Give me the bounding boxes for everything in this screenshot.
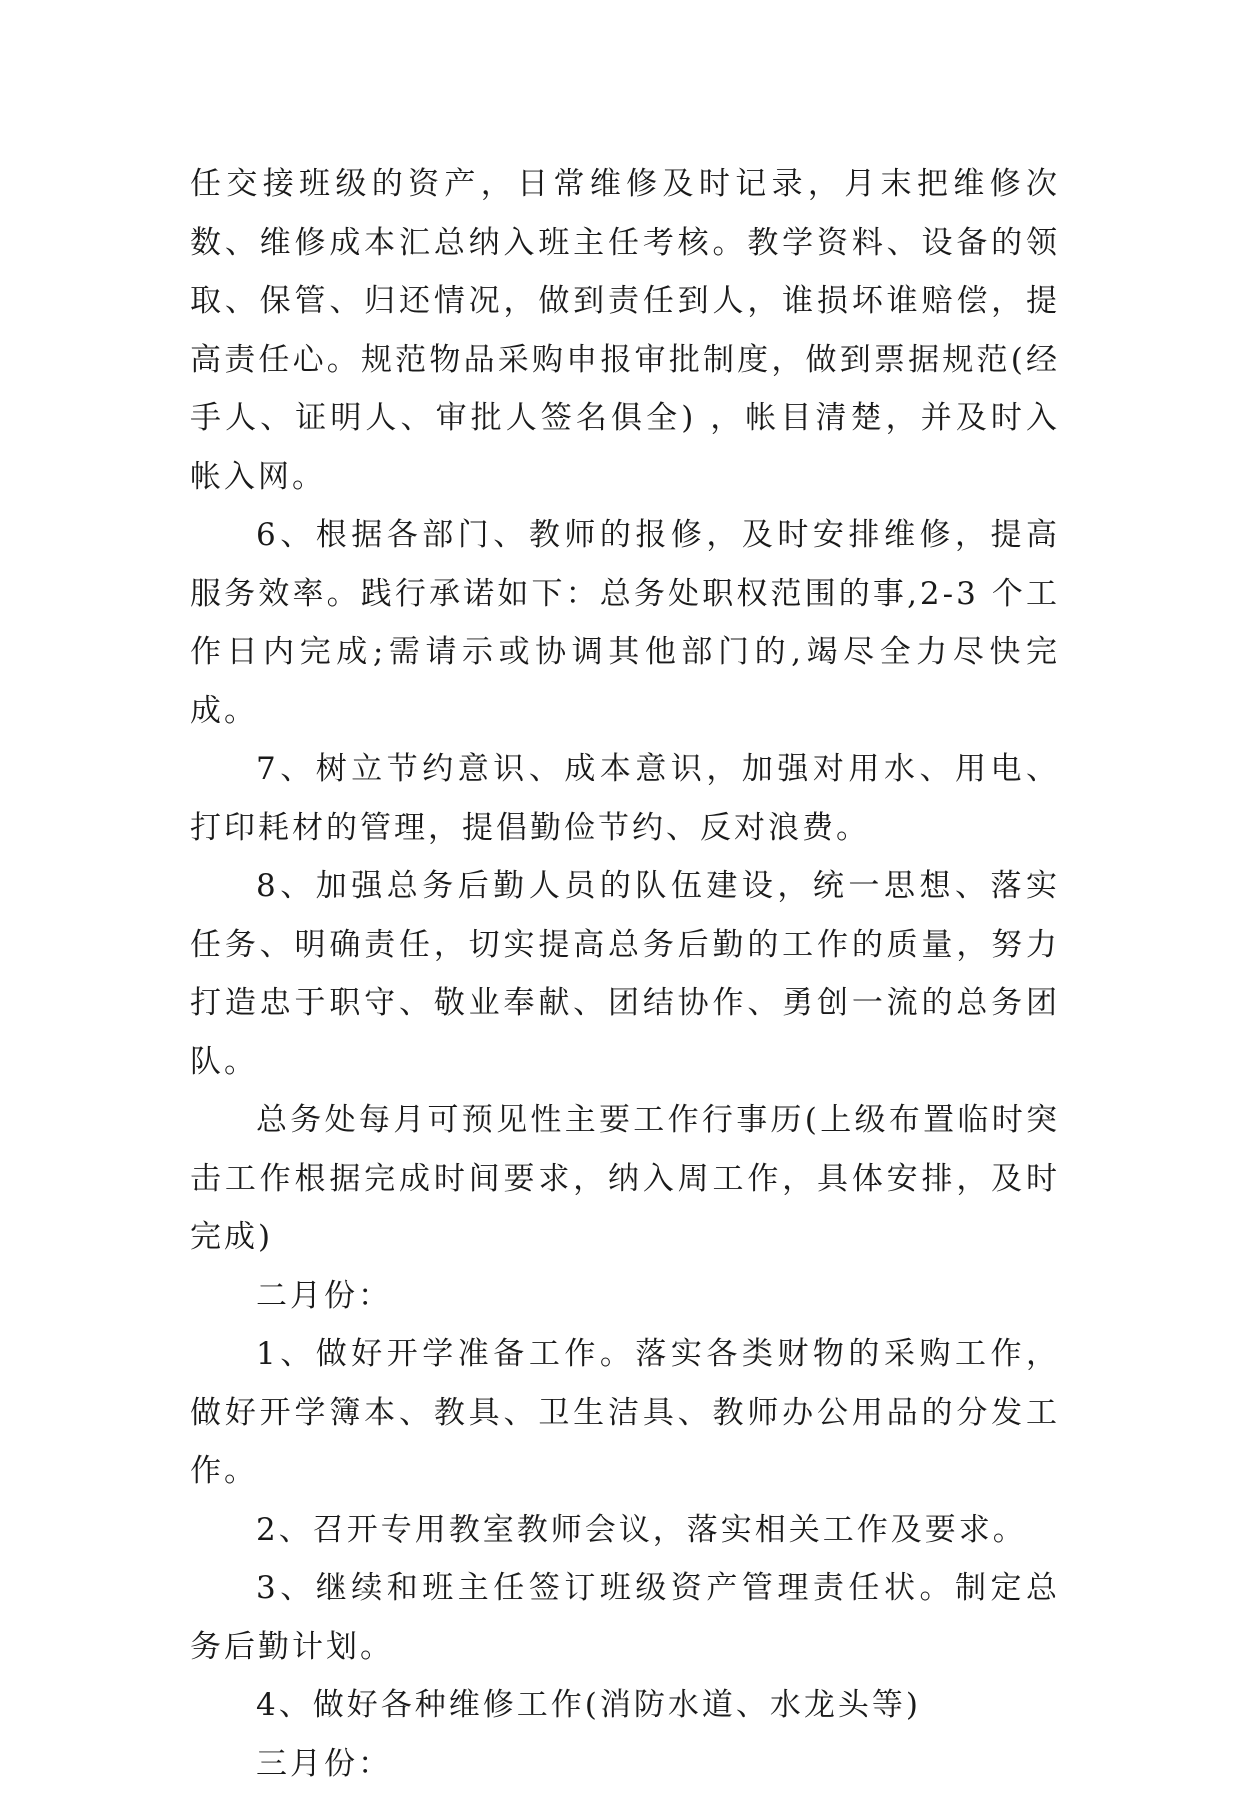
paragraph-feb-item-2: 2、召开专用教室教师会议，落实相关工作及要求。 (190, 1501, 1060, 1560)
paragraph-asset-management: 任交接班级的资产，日常维修及时记录，月末把维修次数、维修成本汇总纳入班主任考核。教学资料、设备的领取、保管、归还情况，做到责任到人，谁损坏谁赔偿，提高责任心。规范物品采购申报审批制度，做到票据规范(经手人、证明人、审批人签名俱全) ，帐目清楚，并及时入帐入网。 (190, 155, 1060, 506)
paragraph-item-7-saving: 7、树立节约意识、成本意识，加强对用水、用电、打印耗材的管理，提倡勤俭节约、反对浪费。 (190, 740, 1060, 857)
paragraph-feb-item-1: 1、做好开学准备工作。落实各类财物的采购工作，做好开学簿本、教具、卫生洁具、教师办公用品的分发工作。 (190, 1325, 1060, 1501)
heading-march: 三月份： (190, 1735, 1060, 1793)
heading-february: 二月份： (190, 1267, 1060, 1326)
paragraph-feb-item-4: 4、做好各种维修工作(消防水道、水龙头等) (190, 1676, 1060, 1735)
paragraph-feb-item-3: 3、继续和班主任签订班级资产管理责任状。制定总务后勤计划。 (190, 1559, 1060, 1676)
paragraph-monthly-calendar-intro: 总务处每月可预见性主要工作行事历(上级布置临时突击工作根据完成时间要求，纳入周工作，具体安排，及时完成) (190, 1091, 1060, 1267)
document-body (190, 155, 1060, 1793)
paragraph-item-6-repairs: 6、根据各部门、教师的报修，及时安排维修，提高服务效率。践行承诺如下：总务处职权范围的事,2-3 个工作日内完成;需请示或协调其他部门的,竭尽全力尽快完成。 (190, 506, 1060, 740)
paragraph-item-8-team: 8、加强总务后勤人员的队伍建设，统一思想、落实任务、明确责任，切实提高总务后勤的工作的质量，努力打造忠于职守、敬业奉献、团结协作、勇创一流的总务团队。 (190, 857, 1060, 1091)
